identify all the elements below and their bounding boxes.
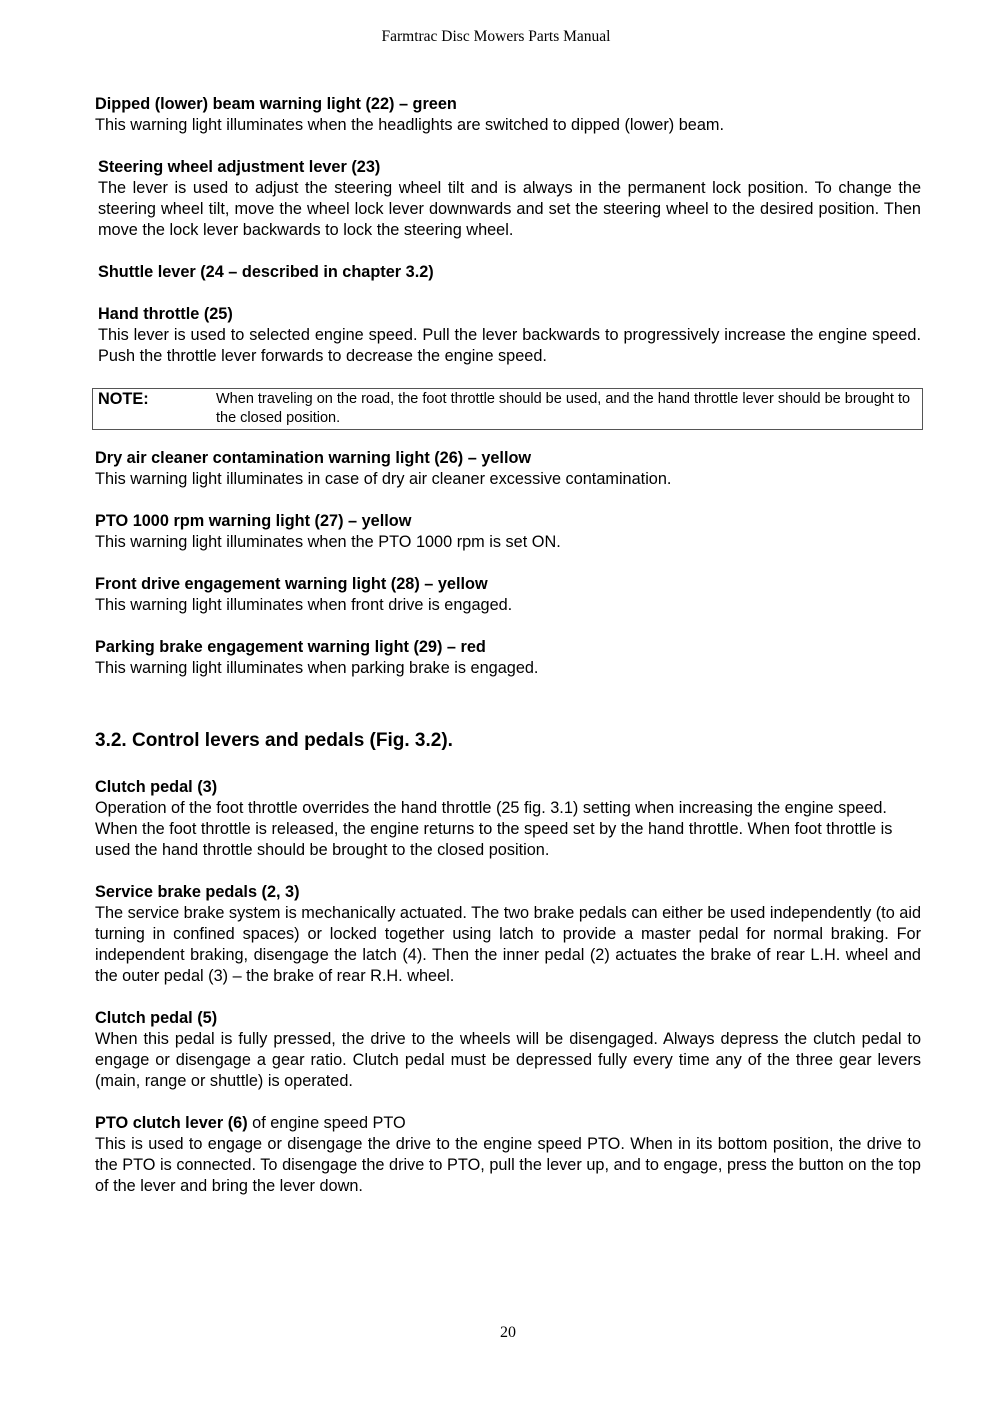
entry-heading: Clutch pedal (3) xyxy=(95,778,218,796)
page-header: Farmtrac Disc Mowers Parts Manual xyxy=(381,28,611,45)
entry-body: This warning light illuminates in case of dry air cleaner excessive contamination. xyxy=(95,470,672,488)
entry-heading: PTO 1000 rpm warning light (27) – yellow xyxy=(95,512,412,530)
entry-heading-line xyxy=(95,1113,921,1134)
entry-body: This warning light illuminates when the headlights are switched to dipped (lower) beam. xyxy=(95,116,724,134)
entry-clutch-pedal-3 xyxy=(95,777,921,861)
note-text: When traveling on the road, the foot throttle should be used, and the hand throttle lever should be brought to the closed position. xyxy=(216,391,911,426)
entry-body: When this pedal is fully pressed, the drive to the wheels will be disengaged. Always depress the clutch pedal to engage or disengage a gear ratio. Clutch pedal must be depressed fully every time any of the three gear levers (main, range or shuttle) is operated. xyxy=(95,1030,921,1090)
entry-hand-throttle xyxy=(95,304,921,367)
entry-heading: Shuttle lever (24 – described in chapter 3.2) xyxy=(98,263,434,281)
entry-body: This lever is used to selected engine speed. Pull the lever backwards to progressively increase the engine speed. Push the throttle lever forwards to decrease the engine speed. xyxy=(98,326,921,365)
entry-heading: Parking brake engagement warning light (29) – red xyxy=(95,638,486,656)
entry-dipped-beam-light xyxy=(95,94,921,136)
entry-body: This warning light illuminates when the PTO 1000 rpm is set ON. xyxy=(95,533,561,551)
entry-heading: Front drive engagement warning light (28) – yellow xyxy=(95,575,488,593)
entry-heading: Service brake pedals (2, 3) xyxy=(95,883,300,901)
note-box xyxy=(92,388,923,430)
entry-heading-suffix: of engine speed PTO xyxy=(247,1114,406,1132)
entry-body: This warning light illuminates when parking brake is engaged. xyxy=(95,659,539,677)
note-label: NOTE: xyxy=(98,390,149,408)
entry-heading: PTO clutch lever (6) xyxy=(95,1114,248,1132)
entry-body: Operation of the foot throttle overrides the hand throttle (25 fig. 3.1) setting when increasing the engine speed. When the foot throttle is released, the engine returns to the speed set by the hand throttle. When foot throttle is used the hand throttle should be brought to the closed position. xyxy=(95,799,893,859)
entry-service-brake-pedals xyxy=(95,882,921,987)
entry-shuttle-lever xyxy=(95,262,921,283)
entry-body: The service brake system is mechanically actuated. The two brake pedals can either be used independently (to aid turning in confined spaces) or locked together using latch to provide a master pedal for normal braking. For independent braking, disengage the latch (4). Then the inner pedal (2) actuates the brake of rear L.H. wheel and the outer pedal (3) – the brake of rear R.H. wheel. xyxy=(95,904,921,985)
entry-heading: Clutch pedal (5) xyxy=(95,1009,218,1027)
entry-front-drive-light xyxy=(95,574,921,616)
page-content xyxy=(95,94,921,1218)
entry-pto-1000-light xyxy=(95,511,921,553)
entry-heading: Dry air cleaner contamination warning light (26) – yellow xyxy=(95,449,532,467)
entry-body: This is used to engage or disengage the drive to the engine speed PTO. When in its bottom position, the drive to the PTO is connected. To disengage the drive to PTO, pull the lever up, and to engage, press the button on the top of the lever and bring the lever down. xyxy=(95,1135,921,1195)
entry-clutch-pedal-5 xyxy=(95,1008,921,1092)
entry-body: This warning light illuminates when front drive is engaged. xyxy=(95,596,513,614)
entry-pto-clutch-lever xyxy=(95,1113,921,1197)
entry-parking-brake-light xyxy=(95,637,921,679)
entry-heading: Hand throttle (25) xyxy=(98,305,233,323)
entry-heading: Steering wheel adjustment lever (23) xyxy=(98,158,381,176)
entry-air-cleaner-light xyxy=(95,448,921,490)
entry-heading: Dipped (lower) beam warning light (22) – green xyxy=(95,95,457,113)
section-heading: 3.2. Control levers and pedals (Fig. 3.2). xyxy=(95,730,453,751)
page-number: 20 xyxy=(500,1324,516,1341)
entry-body: The lever is used to adjust the steering wheel tilt and is always in the permanent lock position. To change the steering wheel tilt, move the wheel lock lever downwards and set the steering wheel to the desired position. Then move the lock lever backwards to lock the steering wheel. xyxy=(98,179,921,239)
entry-steering-wheel-lever xyxy=(95,157,921,241)
